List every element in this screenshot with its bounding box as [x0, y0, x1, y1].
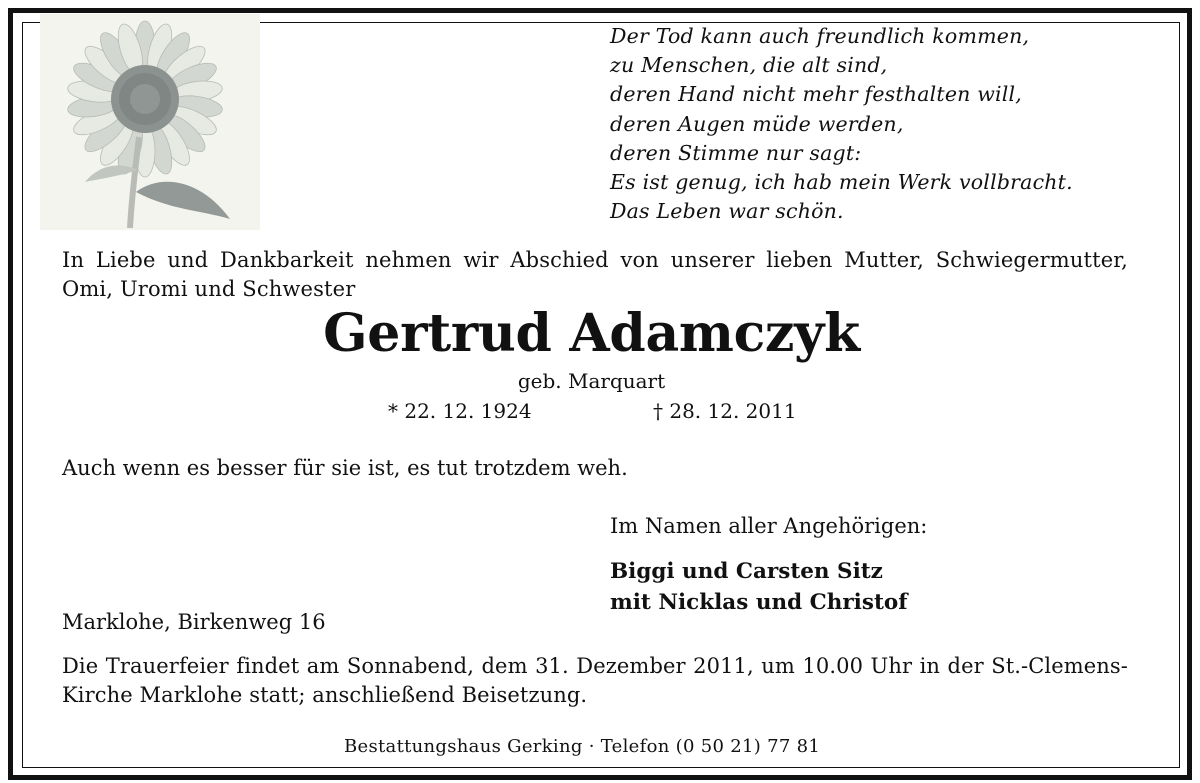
- poem-line: Der Tod kann auch freundlich kommen,: [610, 24, 1030, 48]
- sunflower-icon: [40, 14, 260, 230]
- on-behalf-label: Im Namen aller Angehörigen:: [610, 514, 928, 538]
- poem-line: zu Menschen, die alt sind,: [610, 53, 888, 78]
- death-date: † 28. 12. 2011: [653, 399, 797, 423]
- birth-name: geb. Marquart: [517, 369, 666, 393]
- poem-line: deren Stimme nur sagt:: [610, 140, 862, 165]
- farewell-intro: In Liebe und Dankbarkeit nehmen wir Abschied von unserer lieben Mutter, Schwiegermutter, Omi, Uromi und Schwester: [62, 248, 1128, 301]
- funeral-home-footer: Bestattungshaus Gerking · Telefon (0 50 21) 77 81: [336, 735, 828, 759]
- birth-date: * 22. 12. 1924: [388, 399, 532, 423]
- poem: [610, 22, 1150, 226]
- poem-line: deren Augen müde werden,: [610, 111, 904, 136]
- mourner-line: Biggi und Carsten Sitz: [610, 559, 883, 584]
- mourner-line: mit Nicklas und Christof: [610, 590, 908, 615]
- poem-line: deren Hand nicht mehr festhalten will,: [610, 82, 1023, 107]
- quote: Auch wenn es besser für sie ist, es tut trotzdem weh.: [62, 456, 628, 480]
- deceased-name: Gertrud Adamczyk: [323, 303, 860, 364]
- poem-line: Es ist genug, ich hab mein Werk vollbracht.: [610, 170, 1073, 195]
- address: Marklohe, Birkenweg 16: [62, 610, 326, 634]
- mourners: [610, 556, 907, 618]
- poem-line: Das Leben war schön.: [610, 199, 844, 224]
- funeral-service-info: Die Trauerfeier findet am Sonnabend, dem 31. Dezember 2011, um 10.00 Uhr in der St.-Clemens-Kirche Marklohe statt; anschließend Beisetzung.: [62, 654, 1128, 707]
